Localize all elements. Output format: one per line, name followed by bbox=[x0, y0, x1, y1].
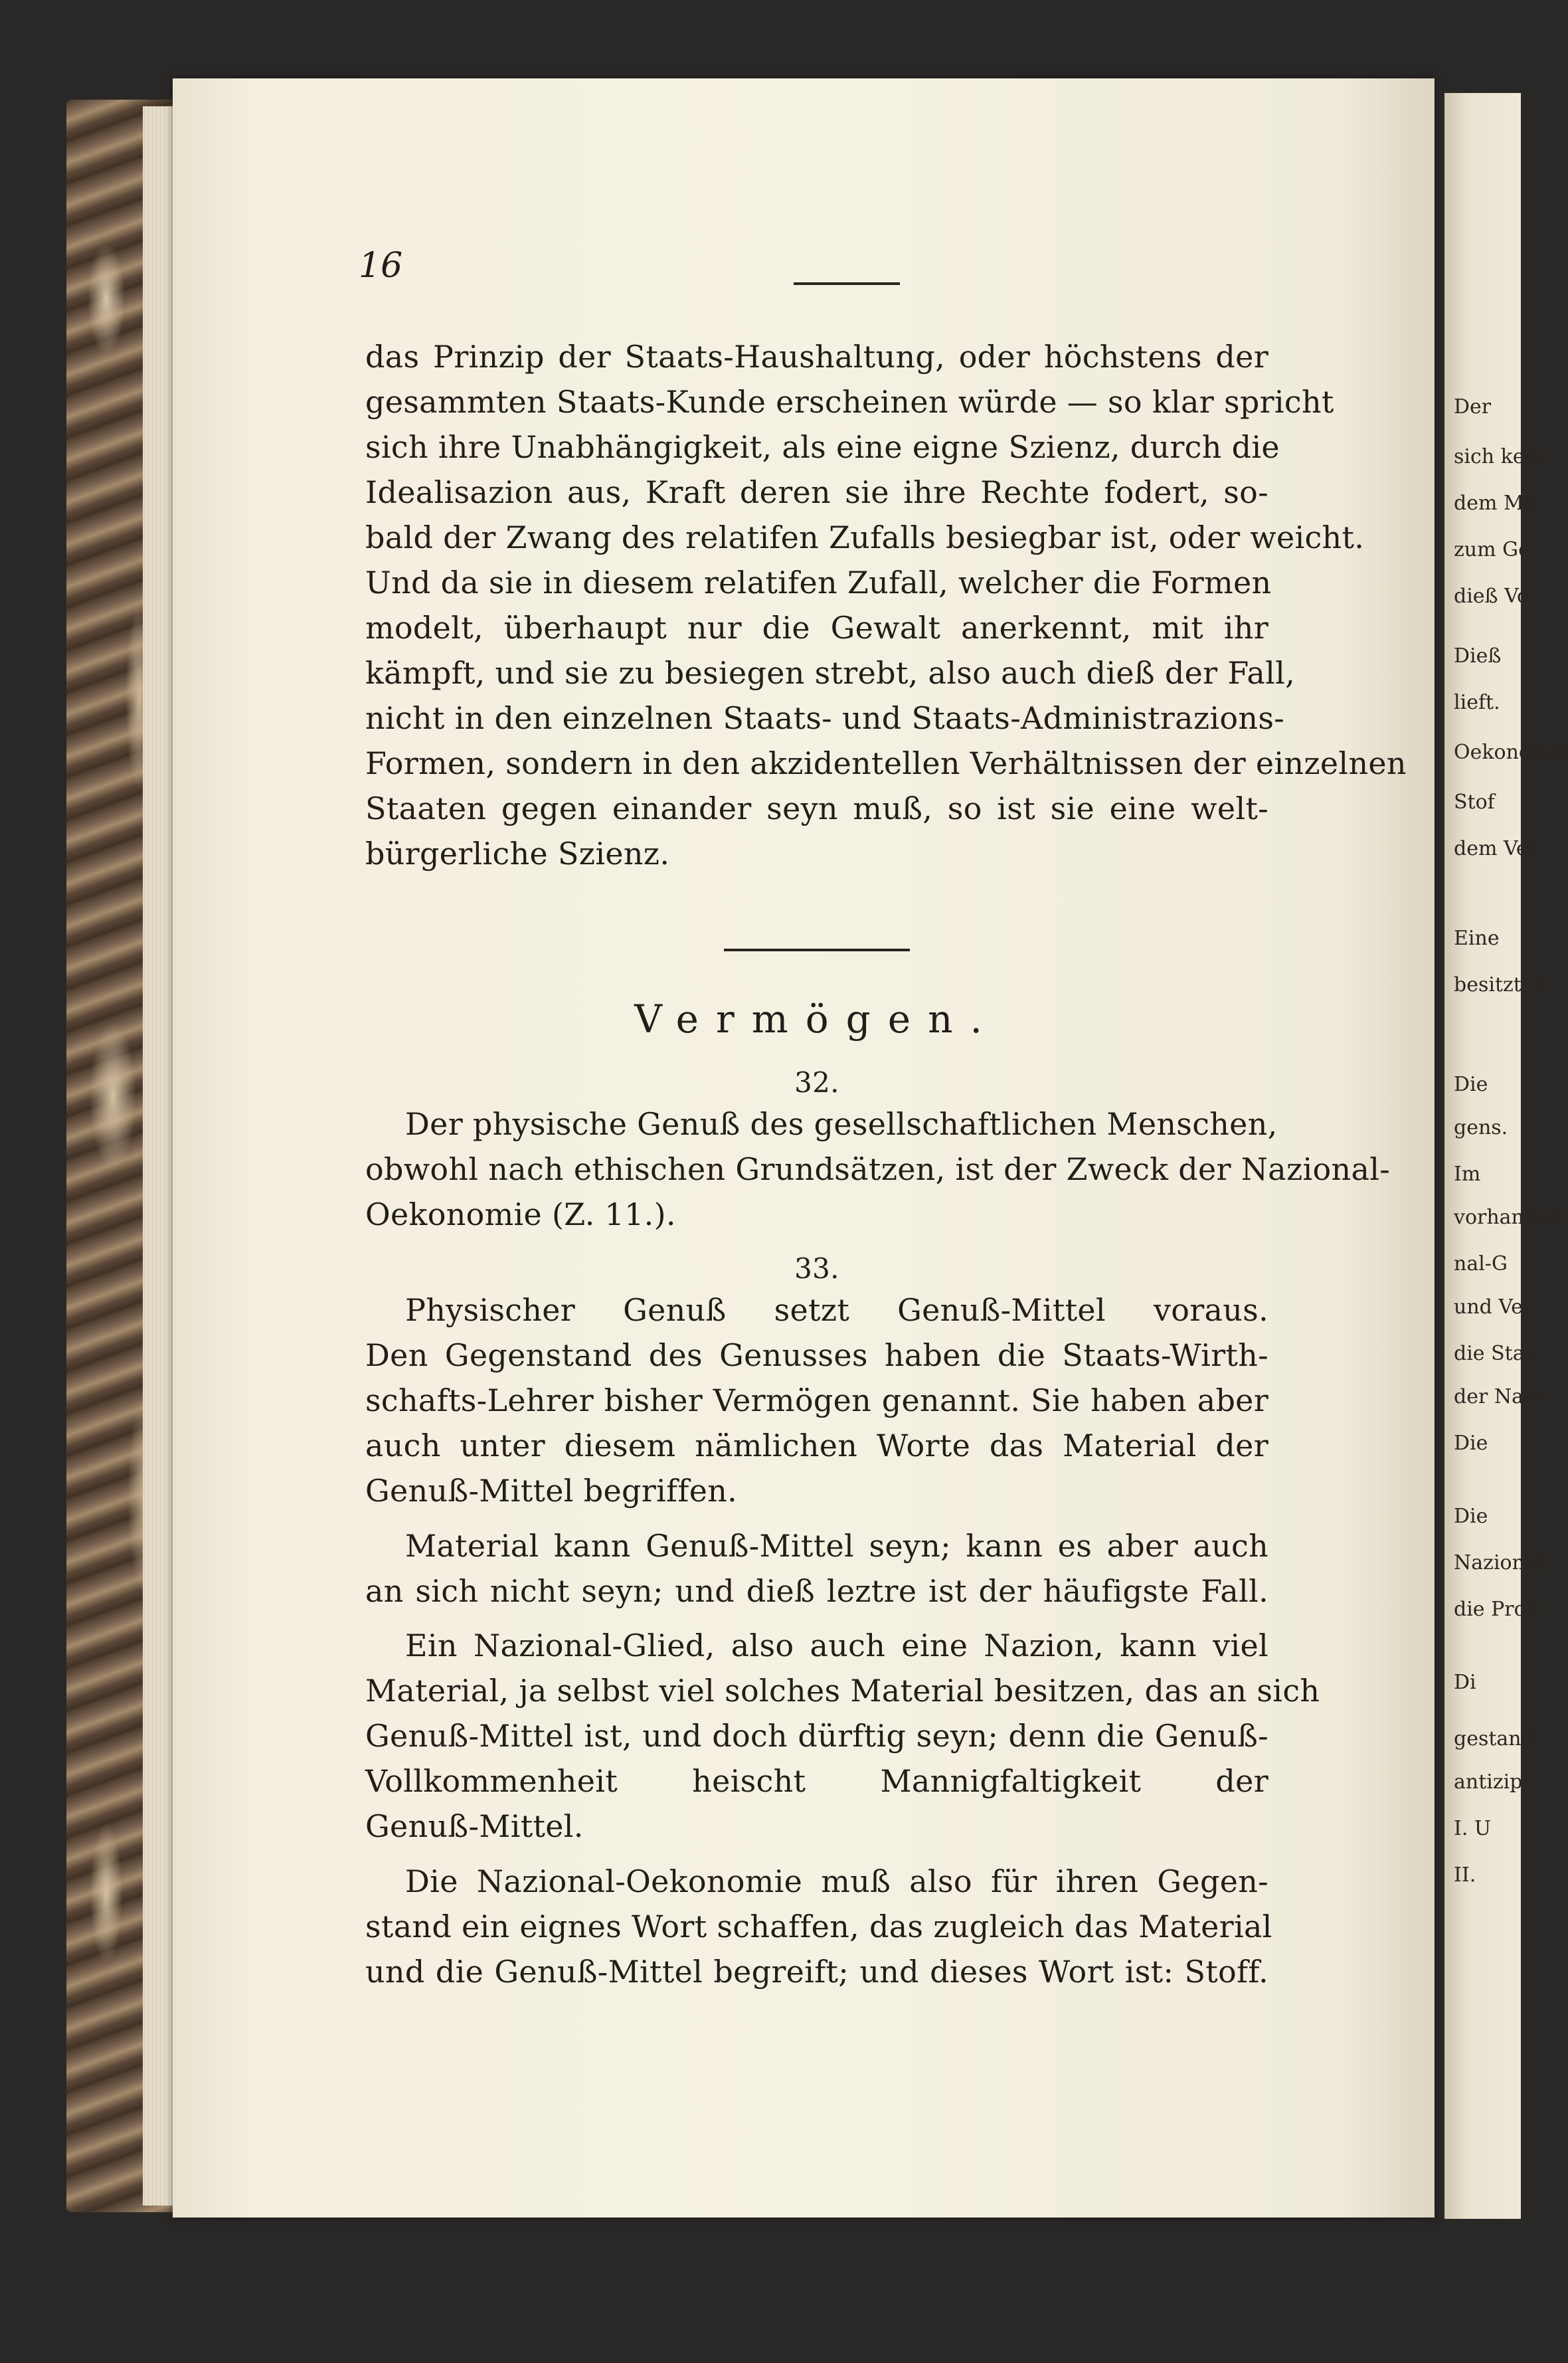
text-line: Material kann Genuß-Mittel seyn; kann es aber auch bbox=[405, 1528, 1268, 1564]
text-line: Genuß-Mittel ist, und doch dürftig seyn; denn die Genuß- bbox=[365, 1718, 1268, 1754]
text-line: Vollkommenheit heischt Mannigfaltigkeit der bbox=[365, 1763, 1268, 1799]
next-page-line: gestand bbox=[1454, 1727, 1534, 1750]
text-line: an sich nicht seyn; und dieß leztre ist der häufigste Fall. bbox=[365, 1573, 1268, 1609]
next-page-line: I. U bbox=[1454, 1817, 1492, 1840]
text-line: auch unter diesem nämlichen Worte das Material der bbox=[365, 1428, 1268, 1464]
next-page-line: dem Ver bbox=[1454, 837, 1537, 860]
text-line: Staaten gegen einander seyn muß, so ist sie eine welt- bbox=[365, 791, 1268, 826]
paragraph-number: 33. bbox=[794, 1252, 839, 1285]
next-page-line: antizipi bbox=[1454, 1770, 1529, 1794]
text-line: Den Gegenstand des Genusses haben die Staats-Wirth- bbox=[365, 1337, 1268, 1373]
text-line: nicht in den einzelnen Staats- und Staats-Administrazions- bbox=[365, 700, 1285, 736]
next-page-fragment bbox=[1444, 93, 1568, 2219]
text-line: bald der Zwang des relatifen Zufalls besiegbar ist, oder weicht. bbox=[365, 520, 1365, 555]
text-line: obwohl nach ethischen Grundsätzen, ist der Zweck der Nazional- bbox=[365, 1151, 1391, 1187]
text-line: Ein Nazional-Glied, also auch eine Nazion, kann viel bbox=[405, 1628, 1268, 1663]
paragraph-number: 32. bbox=[794, 1066, 839, 1099]
text-line: Physischer Genuß setzt Genuß-Mittel voraus. bbox=[405, 1292, 1268, 1328]
section-heading: Vermögen. bbox=[634, 996, 1000, 1042]
next-page-line: II. bbox=[1454, 1863, 1476, 1887]
text-line: Oekonomie (Z. 11.). bbox=[365, 1196, 676, 1232]
next-page-line: Die bbox=[1454, 1073, 1488, 1096]
text-line: schafts-Lehrer bisher Vermögen genannt. Sie haben aber bbox=[365, 1382, 1268, 1418]
text-line: gesammten Staats-Kunde erscheinen würde — so klar spricht bbox=[365, 384, 1334, 420]
text-line: sich ihre Unabhängigkeit, als eine eigne Szienz, durch die bbox=[365, 429, 1280, 465]
next-page-line: Dieß bbox=[1454, 644, 1502, 668]
section-divider bbox=[724, 949, 910, 951]
page-number: 16 bbox=[359, 246, 403, 286]
next-page-line: Di bbox=[1454, 1671, 1476, 1694]
next-page-line: sich kein bbox=[1454, 445, 1544, 468]
text-line: Die Nazional-Oekonomie muß also für ihren Gegen- bbox=[405, 1863, 1268, 1899]
next-page-line: Nazional bbox=[1454, 1551, 1543, 1574]
header-rule bbox=[794, 282, 900, 285]
next-page-line: zum Ge bbox=[1454, 538, 1530, 561]
next-page-line: lieft. bbox=[1454, 691, 1500, 714]
next-page-line: Die bbox=[1454, 1505, 1488, 1528]
next-page-line: Die bbox=[1454, 1432, 1488, 1455]
next-page-line: der Nazi bbox=[1454, 1385, 1541, 1408]
next-page-line: die Staa bbox=[1454, 1342, 1537, 1365]
text-line: Und da sie in diesem relatifen Zufall, welcher die Formen bbox=[365, 565, 1272, 601]
text-line: Formen, sondern in den akzidentellen Verhältnissen der einzelnen bbox=[365, 745, 1407, 781]
text-line: und die Genuß-Mittel begreift; und dieses Wort ist: Stoff. bbox=[365, 1954, 1268, 1990]
text-line: Idealisazion aus, Kraft deren sie ihre Rechte fodert, so- bbox=[365, 474, 1268, 510]
text-line: Material, ja selbst viel solches Material besitzen, das an sich bbox=[365, 1673, 1320, 1709]
next-page-line: vorhanden bbox=[1454, 1206, 1562, 1229]
next-page-line: Eine bbox=[1454, 927, 1500, 950]
next-page-line: Stof bbox=[1454, 791, 1495, 814]
next-page-line: dieß Vo bbox=[1454, 585, 1529, 608]
next-page-line: Der bbox=[1454, 395, 1492, 419]
next-page-line: die Prod bbox=[1454, 1598, 1539, 1621]
text-line: stand ein eignes Wort schaffen, das zugleich das Material bbox=[365, 1909, 1272, 1944]
next-page-line: nal-G bbox=[1454, 1252, 1508, 1276]
text-line: Der physische Genuß des gesellschaftlichen Menschen, bbox=[405, 1106, 1278, 1142]
text-line: Genuß-Mittel. bbox=[365, 1808, 584, 1844]
text-line: kämpft, und sie zu besiegen strebt, also auch dieß der Fall, bbox=[365, 655, 1296, 691]
next-page-line: gens. bbox=[1454, 1116, 1508, 1139]
next-page-line: und Ver bbox=[1454, 1295, 1533, 1319]
next-page-line: Oekonomie bbox=[1454, 741, 1568, 764]
next-page-line: dem Ma- bbox=[1454, 492, 1543, 515]
next-page-line: Im bbox=[1454, 1163, 1481, 1186]
next-page-line: besitzt, h bbox=[1454, 973, 1547, 996]
text-line: bürgerliche Szienz. bbox=[365, 836, 670, 872]
text-line: das Prinzip der Staats-Haushaltung, oder höchstens der bbox=[365, 339, 1268, 375]
text-line: modelt, überhaupt nur die Gewalt anerkennt, mit ihr bbox=[365, 610, 1268, 646]
text-line: Genuß-Mittel begriffen. bbox=[365, 1473, 738, 1509]
